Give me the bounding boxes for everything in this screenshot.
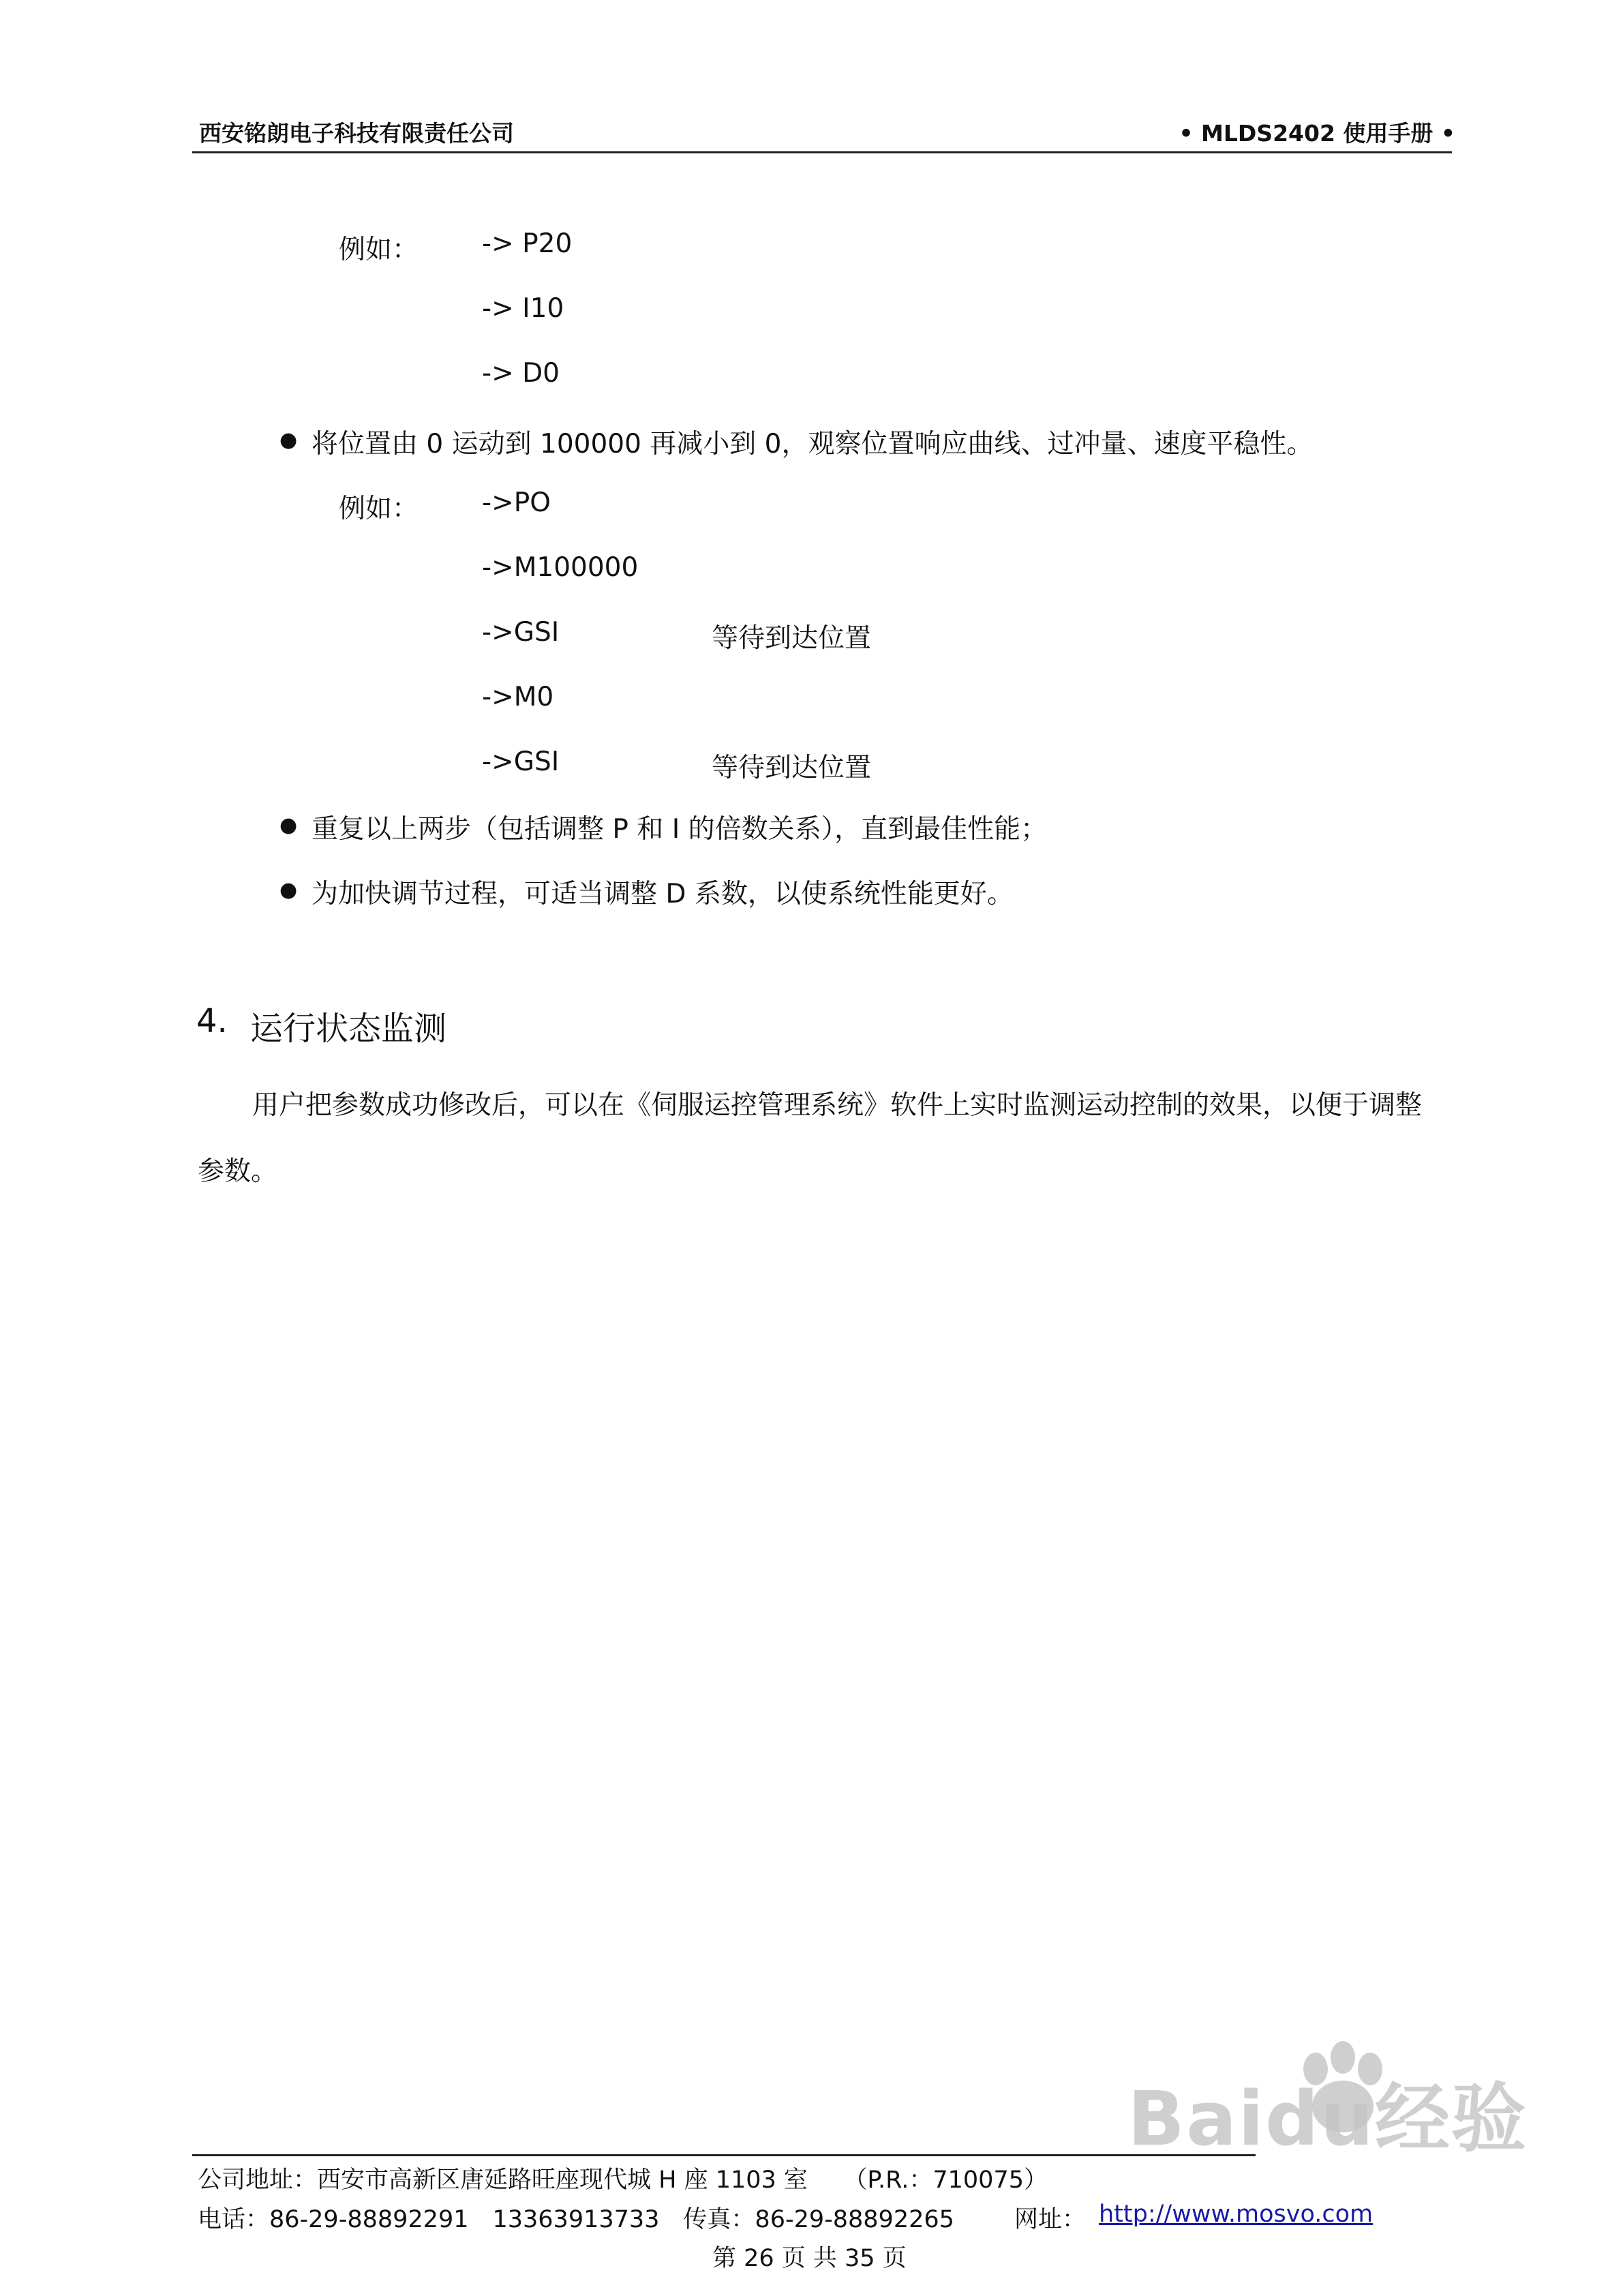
- footer-page-number: 第 26 页 共 35 页: [712, 2245, 907, 2272]
- example2-label: 例如：: [339, 494, 419, 524]
- footer-rule: [192, 2154, 1256, 2156]
- example2-cmd-3: ->GSI: [482, 617, 560, 648]
- example1-cmd-2: -> I10: [482, 293, 564, 324]
- example2-note-1: 等待到达位置: [712, 623, 872, 654]
- section-paragraph-line2: 参数。: [198, 1156, 278, 1187]
- bullet-dot-icon: ●: [279, 428, 298, 452]
- bullet-dot-icon: ●: [279, 878, 298, 902]
- example1-cmd-1: -> P20: [482, 228, 573, 259]
- example2-cmd-5: ->GSI: [482, 746, 560, 777]
- footer-site-label: 网址：: [1014, 2206, 1087, 2233]
- section-number: 4.: [196, 1002, 228, 1040]
- watermark-logo: Baidu经验: [1127, 2075, 1528, 2162]
- example2-note-2: 等待到达位置: [712, 753, 872, 783]
- bullet-dot-icon: ●: [279, 813, 298, 837]
- section-title: 运行状态监测: [250, 1010, 447, 1048]
- example2-cmd-1: ->PO: [482, 487, 551, 518]
- header-manual-title: • MLDS2402 使用手册 •: [1179, 120, 1455, 147]
- footer-phone-fax: 电话：86-29-88892291 13363913733 传真：86-29-88892265: [198, 2206, 954, 2233]
- example2-cmd-4: ->M0: [482, 682, 554, 712]
- example2-cmd-2: ->M100000: [482, 552, 639, 583]
- footer-website-link[interactable]: http://www.mosvo.com: [1099, 2201, 1374, 2228]
- header-rule: [192, 151, 1452, 153]
- bullet-1: 将位置由 0 运动到 100000 再减小到 0，观察位置响应曲线、过冲量、速度平稳性。: [312, 429, 1314, 459]
- bullet-3: 为加快调节过程，可适当调整 D 系数，以使系统性能更好。: [312, 879, 1014, 909]
- example1-cmd-3: -> D0: [482, 358, 560, 389]
- bullet-2: 重复以上两步（包括调整 P 和 I 的倍数关系），直到最佳性能；: [312, 814, 1048, 845]
- section-paragraph-line1: 用户把参数成功修改后，可以在《伺服运控管理系统》软件上实时监测运动控制的效果，以便于调整: [252, 1090, 1423, 1121]
- example1-label: 例如：: [339, 235, 419, 265]
- header-company: 西安铭朗电子科技有限责任公司: [199, 120, 514, 147]
- footer-address: 公司地址：西安市高新区唐延路旺座现代城 H 座 1103 室 （P.R.：710075）: [198, 2166, 1048, 2194]
